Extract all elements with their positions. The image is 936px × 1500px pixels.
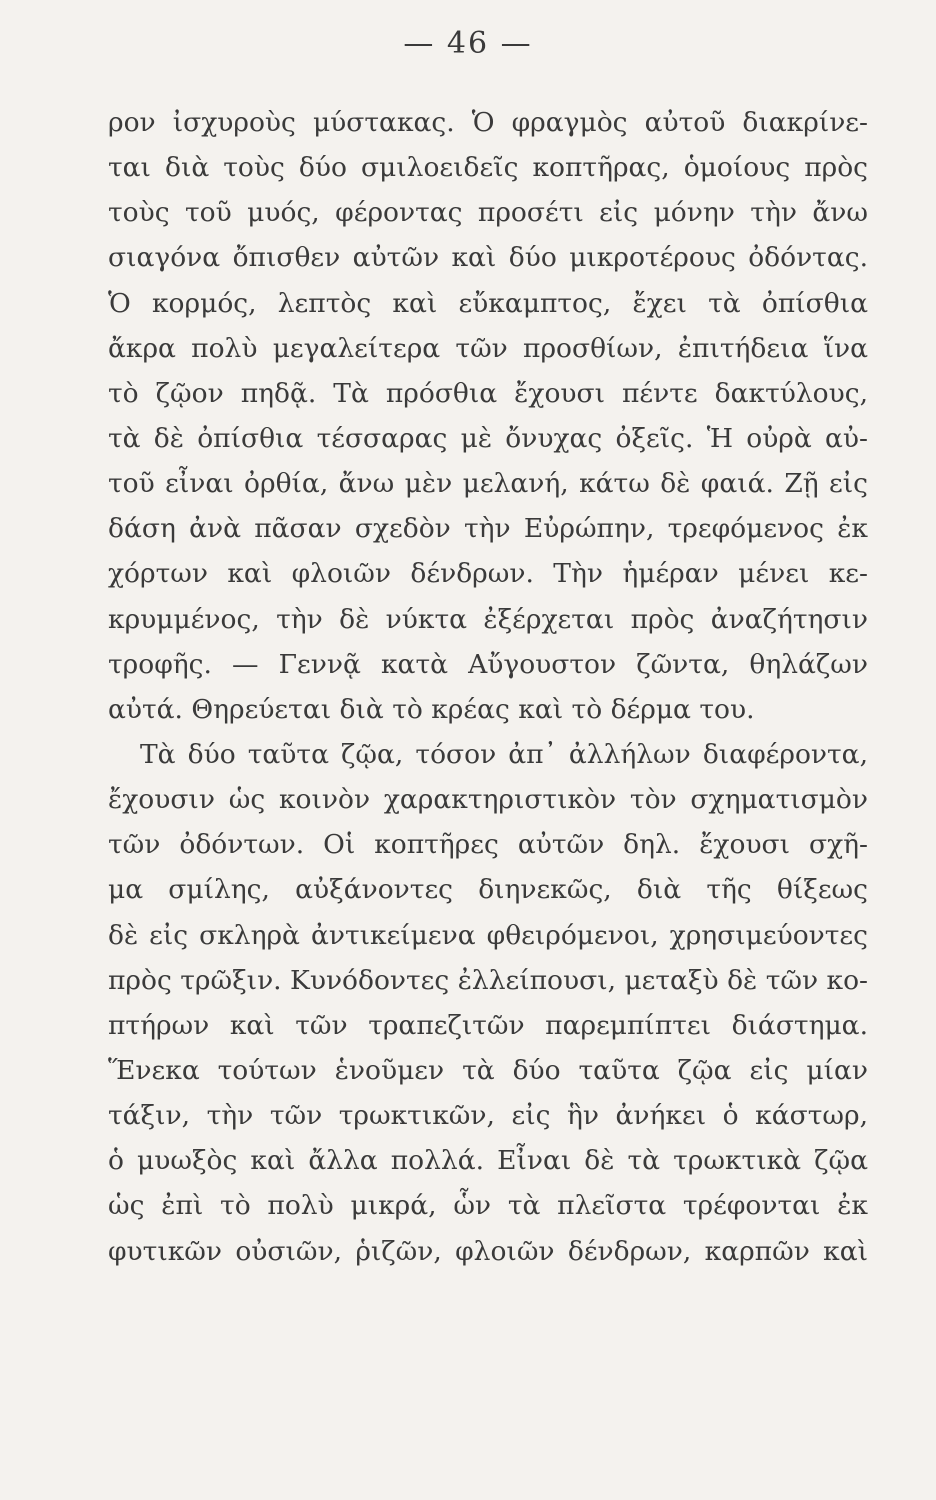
text-line: Ὁ κορμός, λεπτὸς καὶ εὔκαμπτος, ἔχει τὰ ὀπίσθια bbox=[108, 287, 868, 319]
page-number: — 46 — bbox=[403, 26, 533, 61]
text-line: δὲ εἰς σκληρὰ ἀντικείμενα φθειρόμενοι, χρησιμεύοντες bbox=[108, 919, 868, 951]
text-line: σιαγόνα ὄπισθεν αὐτῶν καὶ δύο μικροτέρους ὀδόντας. bbox=[108, 242, 868, 274]
text-line: χόρτων καὶ φλοιῶν δένδρων. Τὴν ἡμέραν μένει κε- bbox=[108, 558, 868, 590]
text-line: τῶν ὀδόντων. Οἱ κοπτῆρες αὐτῶν δηλ. ἔχουσι σχῆ- bbox=[108, 829, 868, 861]
text-line: τάξιν, τὴν τῶν τρωκτικῶν, εἰς ἣν ἀνήκει ὁ κάστωρ, bbox=[108, 1100, 868, 1132]
text-line: κρυμμένος, τὴν δὲ νύκτα ἐξέρχεται πρὸς ἀναζήτησιν bbox=[108, 603, 868, 635]
text-line: ρον ἰσχυροὺς μύστακας. Ὁ φραγμὸς αὐτοῦ διακρίνε- bbox=[108, 107, 868, 138]
text-line: ὁ μυωξὸς καὶ ἄλλα πολλά. Εἶναι δὲ τὰ τρωκτικὰ ζῷα bbox=[108, 1145, 868, 1177]
text-line: τὸ ζῷον πηδᾷ. Τὰ πρόσθια ἔχουσι πέντε δακτύλους, bbox=[108, 377, 868, 409]
text-line: τοὺς τοῦ μυός, φέροντας προσέτι εἰς μόνην τὴν ἄνω bbox=[108, 197, 868, 229]
text-line: αὐτά. Θηρεύεται διὰ τὸ κρέας καὶ τὸ δέρμα του. bbox=[108, 693, 755, 725]
text-line: φυτικῶν οὐσιῶν, ῥιζῶν, φλοιῶν δένδρων, καρπῶν καὶ bbox=[108, 1235, 868, 1267]
text-line: ἄκρα πολὺ μεγαλείτερα τῶν προσθίων, ἐπιτήδεια ἵνα bbox=[108, 332, 868, 364]
text-line: τὰ δὲ ὀπίσθια τέσσαρας μὲ ὄνυχας ὀξεῖς. Ἡ οὐρὰ αὐ- bbox=[108, 422, 868, 454]
text-line: πτήρων καὶ τῶν τραπεζιτῶν παρεμπίπτει διάστημα. bbox=[108, 1009, 868, 1041]
text-line: δάση ἀνὰ πᾶσαν σχεδὸν τὴν Εὐρώπην, τρεφόμενος ἐκ bbox=[108, 513, 868, 545]
text-line: πρὸς τρῶξιν. Κυνόδοντες ἐλλείπουσι, μεταξὺ δὲ τῶν κο- bbox=[108, 964, 868, 996]
text-line: Ἕνεκα τούτων ἑνοῦμεν τὰ δύο ταῦτα ζῷα εἰς μίαν bbox=[108, 1054, 868, 1086]
text-line: ὡς ἐπὶ τὸ πολὺ μικρά, ὧν τὰ πλεῖστα τρέφονται ἐκ bbox=[108, 1190, 868, 1222]
text-line: τοῦ εἶναι ὀρθία, ἄνω μὲν μελανή, κάτω δὲ φαιά. Ζῇ εἰς bbox=[108, 468, 868, 500]
text-line: μα σμίλης, αὐξάνοντες διηνεκῶς, διὰ τῆς θίξεως bbox=[108, 874, 868, 906]
text-line: ἔχουσιν ὡς κοινὸν χαρακτηριστικὸν τὸν σχηματισμὸν bbox=[108, 784, 868, 816]
text-line: Τὰ δύο ταῦτα ζῷα, τόσον ἀπ᾽ ἀλλήλων διαφέροντα, bbox=[140, 738, 868, 770]
text-line: τροφῆς. — Γεννᾷ κατὰ Αὔγουστον ζῶντα, θηλάζων bbox=[108, 648, 868, 680]
body-text bbox=[108, 100, 868, 1274]
text-line: ται διὰ τοὺς δύο σμιλοειδεῖς κοπτῆρας, ὁμοίους πρὸς bbox=[108, 152, 868, 184]
